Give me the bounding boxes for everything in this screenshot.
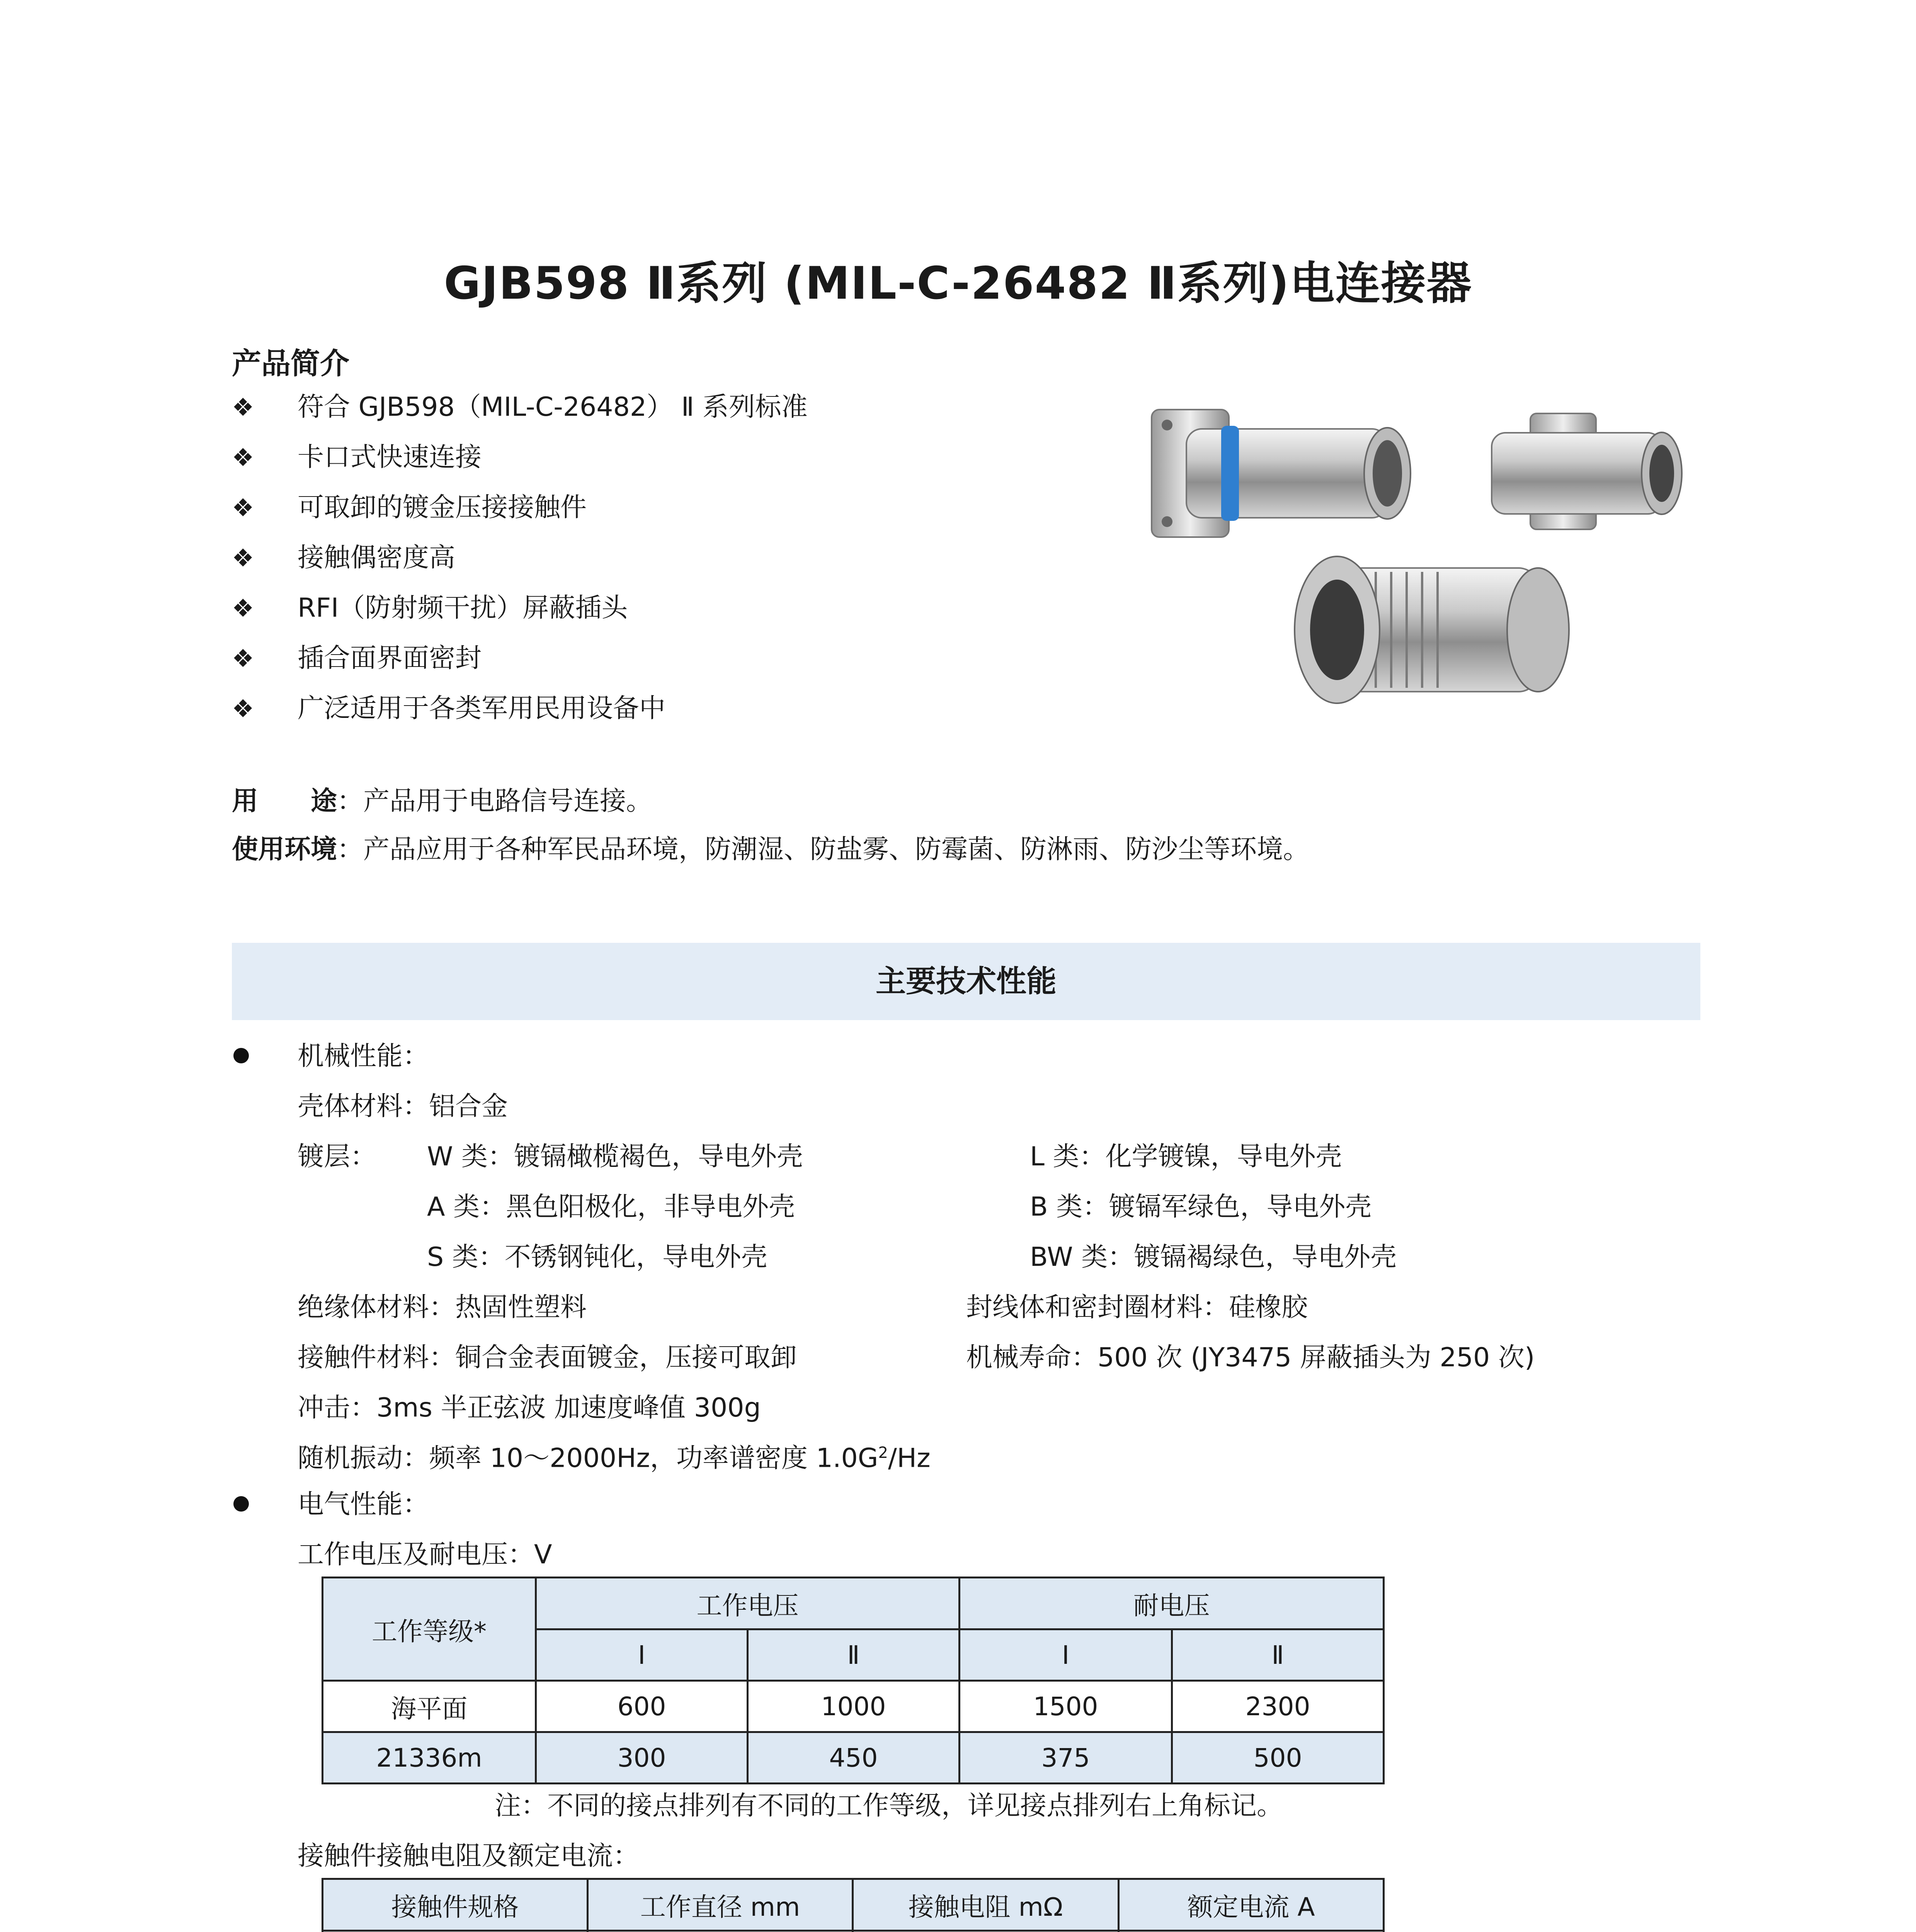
table-cell: 1500 xyxy=(960,1681,1172,1732)
table-cell xyxy=(588,1931,853,1932)
vibration-text: 随机振动：频率 10～2000Hz，功率谱密度 1.0G xyxy=(298,1443,878,1474)
plating-item: W 类：镀镉橄榄褐色，导电外壳 xyxy=(427,1141,803,1172)
contact-material: 接触件材料：铜合金表面镀金，压接可取卸 xyxy=(298,1342,797,1373)
insulator-material: 绝缘体材料：热固性塑料 xyxy=(298,1292,587,1323)
vibration-superscript: 2 xyxy=(878,1444,888,1462)
table-header-cell: 额定电流 A xyxy=(1119,1879,1384,1931)
section-title-bar: 主要技术性能 xyxy=(232,943,1700,1020)
dot-bullet-icon xyxy=(233,1496,249,1512)
table-cell: 1000 xyxy=(748,1681,960,1732)
seal-material: 封线体和密封圈材料：硅橡胶 xyxy=(966,1292,1308,1323)
intro-bullet-text: 卡口式快速连接 xyxy=(298,442,482,473)
vibration-unit: /Hz xyxy=(888,1443,931,1474)
list-item xyxy=(232,595,254,621)
voltage-caption: 工作电压及耐电压：V xyxy=(298,1539,552,1570)
plating-item: A 类：黑色阳极化，非导电外壳 xyxy=(427,1192,795,1222)
voltage-table xyxy=(322,1577,1385,1784)
list-item xyxy=(232,495,254,521)
intro-bullet-text: 广泛适用于各类军用民用设备中 xyxy=(298,693,666,724)
contact-table xyxy=(322,1878,1385,1932)
intro-bullet-text: 插合面界面密封 xyxy=(298,643,482,673)
diamond-bullet-icon: ❖ xyxy=(232,393,254,422)
table-cell: 2300 xyxy=(1172,1681,1384,1732)
usage-line xyxy=(232,788,652,815)
environment-line xyxy=(232,834,1310,865)
shock-spec: 冲击：3ms 半正弦波 加速度峰值 300g xyxy=(298,1393,761,1423)
plating-label: 镀层： xyxy=(298,1141,377,1172)
blue-band xyxy=(1221,426,1239,521)
list-item xyxy=(232,696,254,722)
voltage-note: 注：不同的接点排列有不同的工作等级，详见接点排列右上角标记。 xyxy=(495,1791,1283,1821)
table-cell: 500 xyxy=(1172,1732,1384,1784)
grade-header: 工作等级* xyxy=(323,1578,536,1681)
contact-caption: 接触件接触电阻及额定电流： xyxy=(298,1841,640,1871)
environment-text: ：产品应用于各种军民品环境，防潮湿、防盐雾、防霉菌、防淋雨、防沙尘等环境。 xyxy=(337,834,1310,865)
page-title: GJB598 Ⅱ系列 (MIL-C-26482 Ⅱ系列)电连接器 xyxy=(444,257,1472,310)
table-cell xyxy=(853,1931,1119,1932)
usage-text: ：产品用于电路信号连接。 xyxy=(337,786,653,816)
diamond-bullet-icon: ❖ xyxy=(232,645,254,673)
plating-item: BW 类：镀镉褐绿色，导电外壳 xyxy=(1030,1242,1397,1272)
shell-material: 壳体材料：铝合金 xyxy=(298,1091,508,1122)
vibration-spec xyxy=(298,1445,931,1472)
table-header-cell: 接触电阻 mΩ xyxy=(853,1879,1119,1931)
mechanical-life: 机械寿命：500 次 (JY3475 屏蔽插头为 250 次) xyxy=(966,1342,1535,1373)
diamond-bullet-icon: ❖ xyxy=(232,544,254,573)
plating-item: S 类：不锈钢钝化，导电外壳 xyxy=(427,1242,767,1272)
elec-heading: 电气性能： xyxy=(298,1489,429,1520)
diamond-bullet-icon: ❖ xyxy=(232,444,254,472)
table-cell: Ⅱ xyxy=(1172,1629,1384,1681)
plating-item: L 类：化学镀镍，导电外壳 xyxy=(1030,1141,1342,1172)
list-item xyxy=(232,545,254,571)
table-row xyxy=(323,1578,1384,1629)
table-cell: Ⅰ xyxy=(536,1629,748,1681)
intro-bullet-text: 可取卸的镀金压接接触件 xyxy=(298,492,587,523)
table-cell: 375 xyxy=(960,1732,1172,1784)
intro-bullet-text: RFI（防射频干扰）屏蔽插头 xyxy=(298,593,628,623)
table-cell: 海平面 xyxy=(323,1681,536,1732)
list-item xyxy=(232,394,254,420)
table-row xyxy=(323,1879,1384,1931)
intro-bullet-text: 符合 GJB598（MIL-C-26482） Ⅱ 系列标准 xyxy=(298,392,808,422)
diamond-bullet-icon: ❖ xyxy=(232,695,254,723)
table-cell xyxy=(323,1931,588,1932)
table-row xyxy=(323,1732,1384,1784)
table-cell: 21336m xyxy=(323,1732,536,1784)
diamond-bullet-icon: ❖ xyxy=(232,594,254,623)
list-item xyxy=(232,444,254,471)
dot-bullet-icon xyxy=(233,1048,249,1063)
intro-bullet-text: 接触偶密度高 xyxy=(298,543,456,573)
table-header-cell: 接触件规格 xyxy=(323,1879,588,1931)
mech-heading: 机械性能： xyxy=(298,1041,429,1071)
connector-illustration-icon xyxy=(1144,402,1708,765)
table-cell: Ⅱ xyxy=(748,1629,960,1681)
usage-label: 用 途 xyxy=(232,786,337,816)
table-cell: 450 xyxy=(748,1732,960,1784)
work-voltage-header: 工作电压 xyxy=(536,1578,960,1629)
intro-heading: 产品简介 xyxy=(232,346,349,381)
table-row xyxy=(323,1681,1384,1732)
table-header-cell: 工作直径 mm xyxy=(588,1879,853,1931)
list-item xyxy=(232,645,254,672)
table-cell: 300 xyxy=(536,1732,748,1784)
withstand-voltage-header: 耐电压 xyxy=(960,1578,1384,1629)
table-cell: Ⅰ xyxy=(960,1629,1172,1681)
diamond-bullet-icon: ❖ xyxy=(232,494,254,522)
table-cell: 600 xyxy=(536,1681,748,1732)
table-cell xyxy=(1119,1931,1384,1932)
environment-label: 使用环境 xyxy=(232,834,337,865)
table-row xyxy=(323,1931,1384,1932)
plating-item: B 类：镀镉军绿色，导电外壳 xyxy=(1030,1192,1372,1222)
product-photo xyxy=(1144,402,1708,765)
